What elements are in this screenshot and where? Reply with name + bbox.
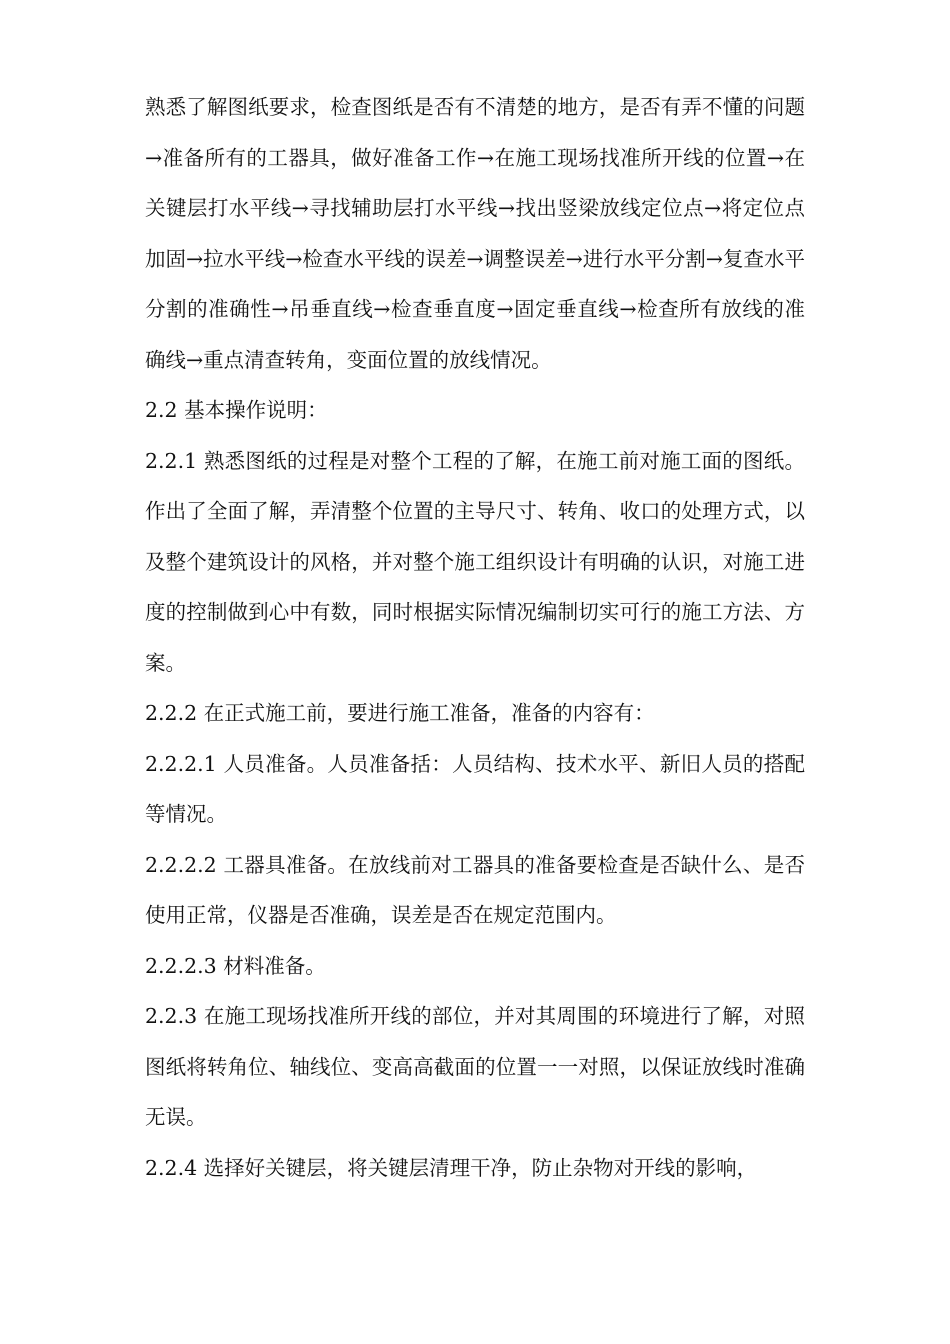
paragraph-2-2-3: 2.2.3 在施工现场找准所开线的部位，并对其周围的环境进行了解，对照图纸将转角位、轴线位、变高高截面的位置一一对照，以保证放线时准确无误。: [145, 1004, 805, 1129]
paragraph-2-2-2-1: 2.2.2.1 人员准备。人员准备括：人员结构、技术水平、新旧人员的搭配等情况。: [145, 751, 805, 826]
document-body: [145, 82, 805, 1193]
heading-2-2: 2.2 基本操作说明：: [145, 398, 328, 422]
paragraph-2-2-2-3: 2.2.2.3 材料准备。: [145, 953, 326, 978]
paragraph-2-2-2-2: 2.2.2.2 工器具准备。在放线前对工器具的准备要检查是否缺什么、是否使用正常，仪器是否准确，误差是否在规定范围内。: [145, 852, 805, 927]
paragraph-process-flow: 熟悉了解图纸要求，检查图纸是否有不清楚的地方，是否有弄不懂的问题→准备所有的工器具，做好准备工作→在施工现场找准所开线的位置→在关键层打水平线→寻找辅助层打水平线→找出竖梁放线定位点→将定位点加固→拉水平线→检查水平线的误差→调整误差→进行水平分割→复查水平分割的准确性→吊垂直线→检查垂直度→固定垂直线→检查所有放线的准确线→重点清查转角，变面位置的放线情况。: [145, 95, 805, 372]
paragraph-2-2-4: 2.2.4 选择好关键层，将关键层清理干净，防止杂物对开线的影响，: [145, 1155, 758, 1180]
paragraph-2-2-2: 2.2.2 在正式施工前，要进行施工准备，准备的内容有：: [145, 701, 655, 725]
paragraph-2-2-1: 2.2.1 熟悉图纸的过程是对整个工程的了解，在施工前对施工面的图纸。作出了全面了解，弄清整个位置的主导尺寸、转角、收口的处理方式，以及整个建筑设计的风格，并对整个施工组织设计有明确的认识，对施工进度的控制做到心中有数，同时根据实际情况编制切实可行的施工方法、方案。: [145, 448, 805, 675]
